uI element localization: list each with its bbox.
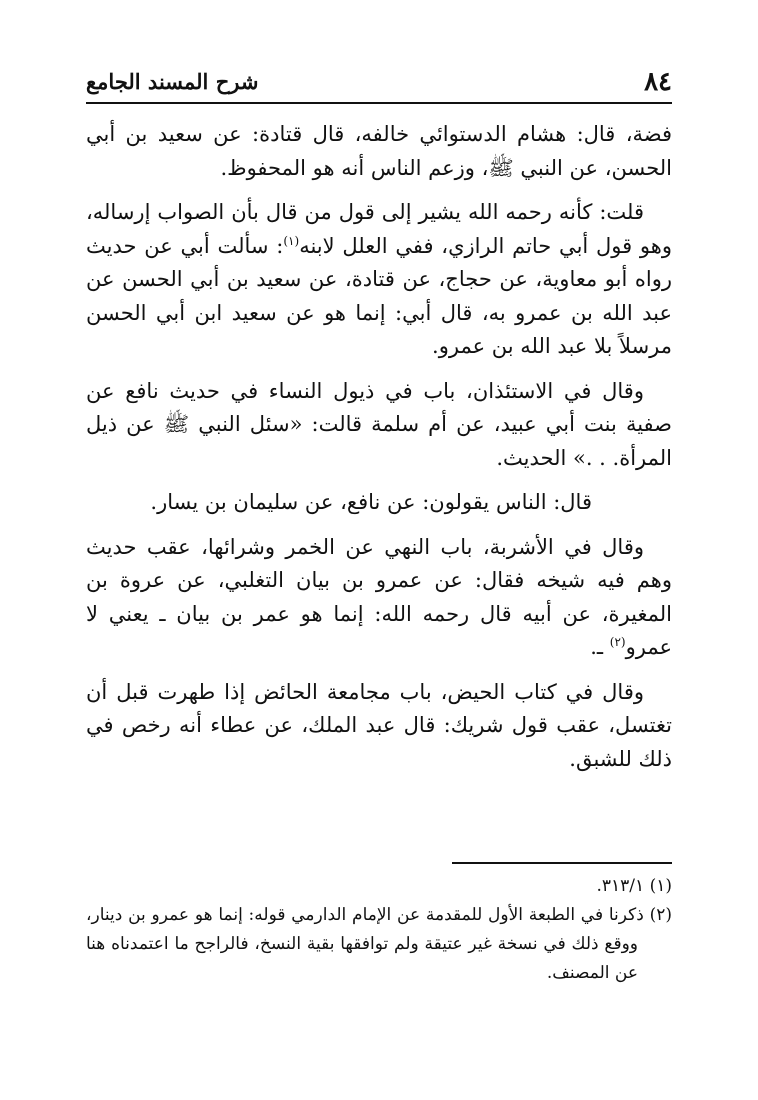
footnotes [86, 872, 672, 988]
main-text [86, 118, 672, 787]
page-header [86, 64, 672, 104]
page-number: ٨٤ [644, 67, 672, 97]
paragraph-3: وقال في الاستئذان، باب في ذيول النساء في حديث نافع عن صفية بنت أبي عبيد، عن أم سلمة قالت: «سئل النبي ﷺ عن ذيل المرأة. . .» الحديث. [86, 378, 672, 470]
paragraph-5 [86, 531, 672, 665]
footnote-1: (١) ٣١٣/١. [596, 876, 672, 896]
paragraph-5-part-1: وقال في الأشربة، باب النهي عن الخمر وشرائها، عقب حديث وهم فيه شيخه فقال: عن عمرو بن بيان التغلبي، عن عروة بن المغيرة، عن أبيه قال رحمه الله: إنما هو عمر بن بيان ـ يعني لا عمرو [86, 534, 672, 659]
paragraph-5-part-2: ـ. [590, 635, 610, 659]
footnote-ref-2: (٢) [609, 635, 626, 649]
paragraph-6: وقال في كتاب الحيض، باب مجامعة الحائض إذا طهرت قبل أن تغتسل، عقب قول شريك: قال عبد الملك، عن عطاء أنه رخص في ذلك للشبق. [86, 679, 672, 771]
paragraph-1: فضة، قال: هشام الدستوائي خالفه، قال قتادة: عن سعيد بن أبي الحسن، عن النبي ﷺ، وزعم الناس أنه هو المحفوظ. [86, 122, 672, 180]
paragraph-4: قال: الناس يقولون: عن نافع، عن سليمان بن يسار. [150, 490, 592, 514]
paragraph-2-part-2: : سألت أبي عن حديث رواه أبو معاوية، عن حجاج، عن قتادة، عن سعيد بن أبي الحسن عن عبد الله بن عمرو به، قال أبي: إنما هو عن سعيد ابن أبي الحسن مرسلاً بلا عبد الله بن عمرو. [86, 233, 672, 358]
footnote-divider [452, 862, 672, 864]
paragraph-2 [86, 196, 672, 364]
footnote-2: (٢) ذكرنا في الطبعة الأول للمقدمة عن الإمام الدارمي قوله: إنما هو عمرو بن دينار، ووقع ذلك في نسخة غير عتيقة ولم توافقها بقية النسخ، فالراجح ما اعتمدناه هنا عن المصنف. [86, 905, 672, 983]
paragraph-2-part-1: قلت: كأنه رحمه الله يشير إلى قول من قال بأن الصواب إرساله، وهو قول أبي حاتم الرازي، ففي العلل لابنه [86, 200, 672, 258]
footnote-ref-1: (١) [283, 233, 300, 248]
running-title: شرح المسند الجامع [86, 69, 259, 94]
